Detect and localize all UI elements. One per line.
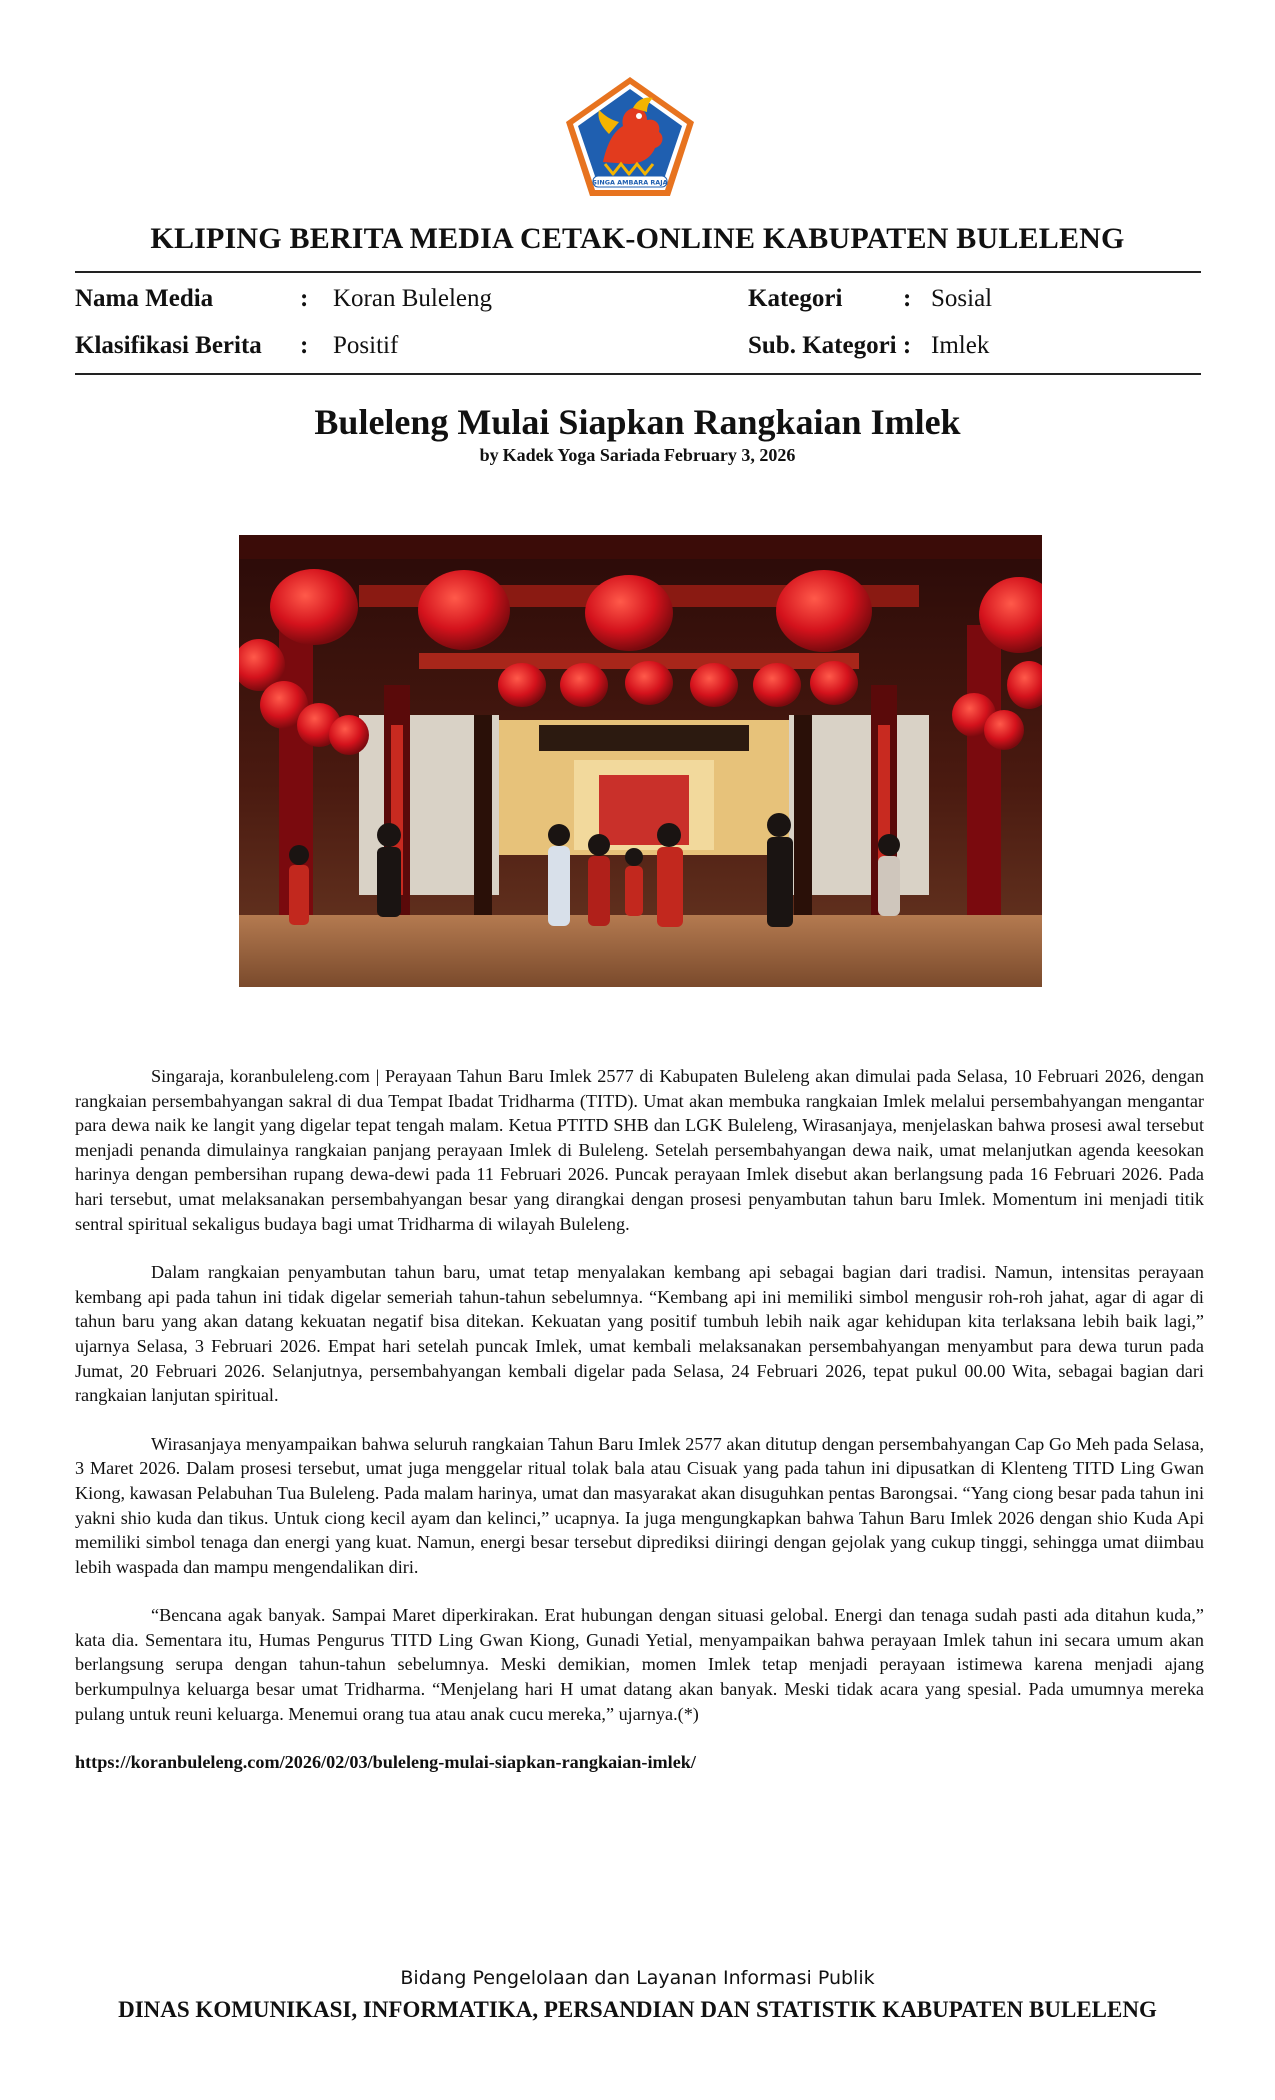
subcategory-value: Imlek <box>931 332 990 359</box>
subcategory-row <box>748 331 1198 361</box>
temple-lanterns-photo <box>239 535 1042 987</box>
article-paragraph: Dalam rangkaian penyambutan tahun baru, umat tetap menyalakan kembang api sebagai bagian dari tradisi. Namun, intensitas perayaan kembang api pada tahun ini tidak digelar semeriah tahun-tahun sebelumnya. “Kembang api ini memiliki simbol mengusir roh-roh jahat, agar di agar di tahun baru yang akan datang kekuatan negatif bisa ditekan. Kekuatan yang positif tumbuh lebih naik agar kehidupan kita terlaksana lebih baik lagi,” ujarnya Selasa, 3 Februari 2026. Empat hari setelah puncak Imlek, umat kembali melaksanakan persembahyangan menyambut para dewa turun pada Jumat, 20 Februari 2026. Selanjutnya, persembahyangan kembali digelar pada Selasa, 24 Februari 2026, tepat pukul 00.00 Wita, sebagai bagian dari rangkaian lanjutan spiritual. <box>75 1262 1204 1406</box>
classification-row <box>75 331 675 361</box>
article-paragraph: “Bencana agak banyak. Sampai Maret diperkirakan. Erat hubungan dengan situasi gelobal. Energi dan tenaga sudah pasti ada ditahun kuda,” kata dia. Sementara itu, Humas Pengurus TITD Ling Gwan Kiong, Gunadi Yetial, menyampaikan bahwa perayaan Imlek tahun ini secara umum akan berlangsung serupa dengan tahun-tahun sebelumnya. Meski demikian, momen Imlek tetap menjadi perayaan istimewa karena menjadi ajang berkumpulnya keluarga besar umat Tridharma. “Menjelang hari H umat datang akan banyak. Meski tidak acara yang spesial. Pada umumnya mereka pulang untuk reuni keluarga. Menemui orang tua atau anak cucu mereka,” ujarnya.(*) <box>75 1605 1204 1724</box>
footer-department: DINAS KOMUNIKASI, INFORMATIKA, PERSANDIAN DAN STATISTIK KABUPATEN BULELENG <box>118 1997 1157 2022</box>
media-name-value: Koran Buleleng <box>333 285 492 312</box>
article-headline: Buleleng Mulai Siapkan Rangkaian Imlek <box>314 402 961 442</box>
category-colon: : <box>903 285 912 312</box>
media-name-label: Nama Media <box>75 285 214 312</box>
header-divider-bottom <box>75 373 1201 375</box>
article-byline <box>0 445 1275 466</box>
classification-value: Positif <box>333 332 399 359</box>
classification-colon: : <box>300 332 309 359</box>
emblem-motto: SINGA AMBARA RAJA <box>592 178 668 187</box>
source-url-link[interactable]: https://koranbuleleng.com/2026/02/03/buleleng-mulai-siapkan-rangkaian-imlek/ <box>75 1752 696 1773</box>
media-name-colon: : <box>300 285 309 312</box>
byline-date: February 3, 2026 <box>663 445 796 465</box>
category-value: Sosial <box>931 285 993 312</box>
clipping-header-title: KLIPING BERITA MEDIA CETAK-ONLINE KABUPATEN BULELENG <box>150 222 1125 255</box>
article-body <box>75 1064 1204 1799</box>
category-row <box>748 284 1198 314</box>
regency-emblem-logo <box>563 74 697 200</box>
media-name-row <box>75 284 675 314</box>
byline-prefix: by <box>479 445 499 465</box>
category-label: Kategori <box>748 285 843 312</box>
article-paragraph: Wirasanjaya menyampaikan bahwa seluruh rangkaian Tahun Baru Imlek 2577 akan ditutup dengan persembahyangan Cap Go Meh pada Selasa, 3 Maret 2026. Dalam prosesi tersebut, umat juga menggelar ritual tolak bala atau Cisuak yang pada tahun ini dipusatkan di Klenteng TITD Ling Gwan Kiong, kawasan Pelabuhan Tua Buleleng. Pada malam harinya, umat dan masyarakat akan disuguhkan pentas Barongsai. “Yang ciong besar pada tahun ini yakni shio kuda dan tikus. Untuk ciong kecil ayam dan kelinci,” ucapnya. Ia juga mengungkapkan bahwa Tahun Baru Imlek 2026 dengan shio Kuda Api memiliki simbol tenaga dan energi yang kuat. Namun, energi besar tersebut diprediksi diiringi dengan gejolak yang cukup tinggi, sehingga umat diimbau lebih waspada dan mampu mengendalikan diri. <box>75 1433 1204 1577</box>
subcategory-label: Sub. Kategori : <box>748 332 912 359</box>
classification-label: Klasifikasi Berita <box>75 332 262 359</box>
byline-author: Kadek Yoga Sariada <box>502 445 660 465</box>
article-paragraph: Singaraja, koranbuleleng.com | Perayaan Tahun Baru Imlek 2577 di Kabupaten Buleleng akan dimulai pada Selasa, 10 Februari 2026, dengan rangkaian persembahyangan sakral di dua Tempat Ibadat Tridharma (TITD). Umat akan membuka rangkaian Imlek melalui persembahyangan mengantar para dewa naik ke langit yang digelar tepat tengah malam. Ketua PTITD SHB dan LGK Buleleng, Wirasanjaya, menjelaskan bahwa prosesi awal tersebut menjadi penanda dimulainya rangkaian panjang perayaan Imlek di Buleleng. Setelah persembahyangan dewa naik, umat melanjutkan agenda keesokan harinya dengan pembersihan rupang dewa-dewi pada 11 Februari 2026. Puncak perayaan Imlek disebut akan berlangsung pada 16 Februari 2026. Pada hari tersebut, umat melaksanakan persembahyangan besar yang dirangkai dengan prosesi penyambutan tahun baru Imlek. Momentum ini menjadi titik sentral spiritual sekaligus budaya bagi umat Tridharma di wilayah Buleleng. <box>75 1066 1204 1234</box>
footer-division: Bidang Pengelolaan dan Layanan Informasi Publik <box>400 1967 875 1989</box>
header-divider-top <box>75 271 1201 273</box>
